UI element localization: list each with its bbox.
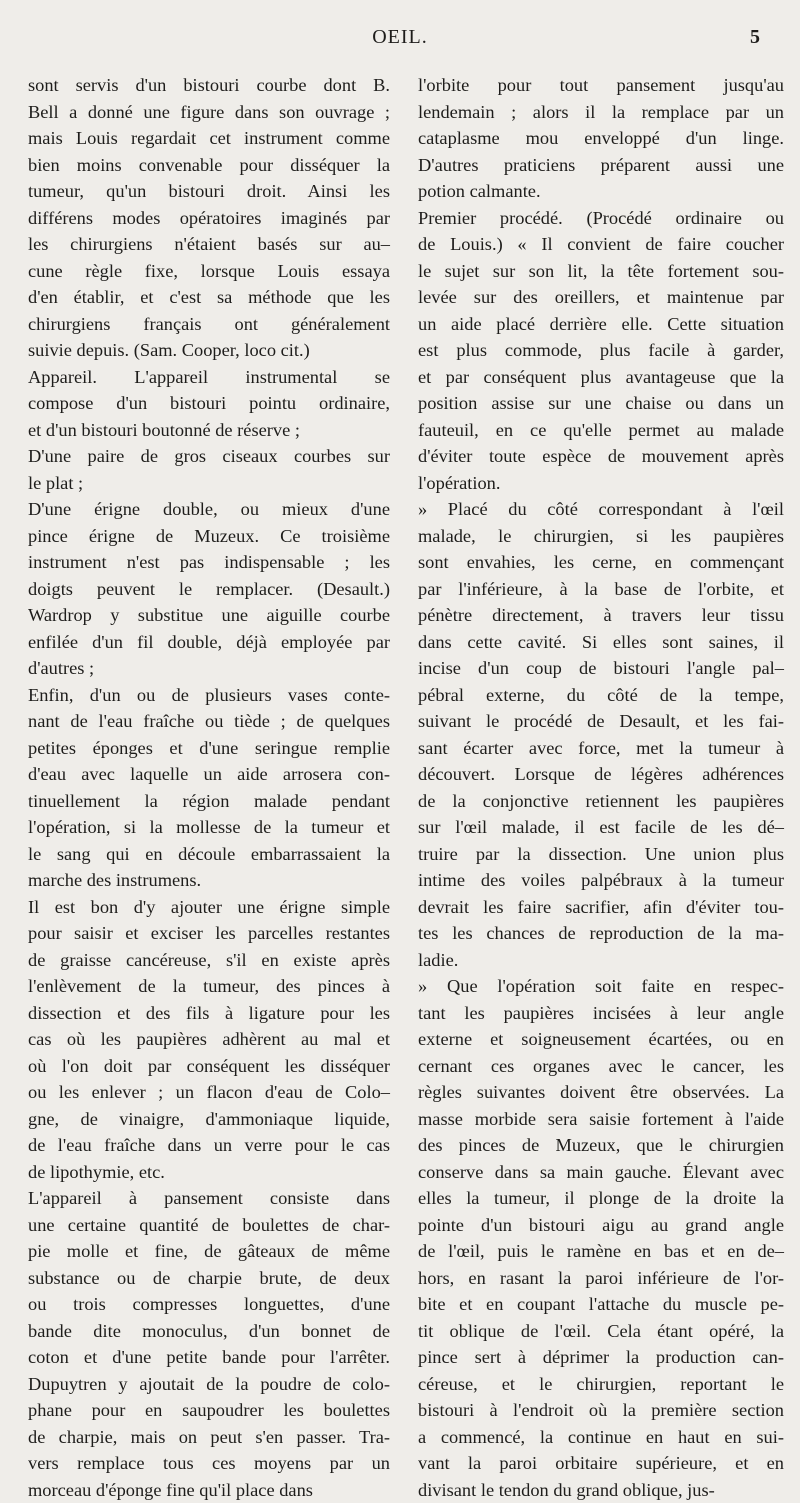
text-line: pince sert à déprimer la production can- [418, 1344, 784, 1371]
text-line: marche des instrumens. [28, 867, 390, 894]
text-line: suivant le procédé de Desault, et les fai- [418, 708, 784, 735]
text-line: gne, de vinaigre, d'ammoniaque liquide, [28, 1106, 390, 1133]
text-line: pour saisir et exciser les parcelles restantes [28, 920, 390, 947]
text-line: des pinces de Muzeux, que le chirurgien [418, 1132, 784, 1159]
text-line: nant de l'eau fraîche ou tiède ; de quelques [28, 708, 390, 735]
text-line: l'orbite pour tout pansement jusqu'au [418, 72, 784, 99]
text-line: le plat ; [28, 470, 390, 497]
column-gutter [402, 72, 403, 1252]
text-line: substance ou de charpie brute, de deux [28, 1265, 390, 1292]
text-line: pébral externe, du côté de la tempe, [418, 682, 784, 709]
text-line: l'opération. [418, 470, 784, 497]
text-line: » Que l'opération soit faite en respec- [418, 973, 784, 1000]
text-line: a commencé, la continue en haut en sui- [418, 1424, 784, 1451]
text-line: de graisse cancéreuse, s'il en existe après [28, 947, 390, 974]
text-line: elles la tumeur, il plonge de la droite la [418, 1185, 784, 1212]
text-line: d'en établir, et c'est sa méthode que les [28, 284, 390, 311]
text-line: ou trois compresses longuettes, d'une [28, 1291, 390, 1318]
text-line: le sujet sur son lit, la tête fortement sou- [418, 258, 784, 285]
text-line: sur l'œil malade, il est facile de les dé– [418, 814, 784, 841]
text-line: ou les enlever ; un flacon d'eau de Colo– [28, 1079, 390, 1106]
text-line: Appareil. L'appareil instrumental se [28, 364, 390, 391]
text-line: pie molle et fine, de gâteaux de même [28, 1238, 390, 1265]
text-line: tes les chances de reproduction de la ma- [418, 920, 784, 947]
text-line: compose d'un bistouri pointu ordinaire, [28, 390, 390, 417]
page-number: 5 [750, 26, 760, 49]
left-text-column [28, 72, 390, 1503]
text-line: externe et soigneusement écartées, ou en [418, 1026, 784, 1053]
text-line: découvert. Lorsque de légères adhérences [418, 761, 784, 788]
text-line: d'éviter toute espèce de mouvement après [418, 443, 784, 470]
text-line: cas où les paupières adhèrent au mal et [28, 1026, 390, 1053]
text-line: masse morbide sera saisie fortement à l'aide [418, 1106, 784, 1133]
text-line: Dupuytren y ajoutait de la poudre de colo- [28, 1371, 390, 1398]
text-line: une certaine quantité de boulettes de char- [28, 1212, 390, 1239]
text-line: doigts peuvent le remplacer. (Desault.) [28, 576, 390, 603]
text-line: sont servis d'un bistouri courbe dont B. [28, 72, 390, 99]
text-line: par l'inférieure, à la base de l'orbite, et [418, 576, 784, 603]
text-line: lendemain ; alors il la remplace par un [418, 99, 784, 126]
text-line: règles suivantes doivent être observées. La [418, 1079, 784, 1106]
text-line: petites éponges et d'une seringue remplie [28, 735, 390, 762]
text-line: dissection et des fils à ligature pour les [28, 1000, 390, 1027]
text-line: D'autres praticiens préparent aussi une [418, 152, 784, 179]
text-line: bite et en coupant l'attache du muscle pe- [418, 1291, 784, 1318]
text-line: de charpie, mais on peut s'en passer. Tra- [28, 1424, 390, 1451]
text-line: pénètre directement, à travers leur tissu [418, 602, 784, 629]
text-line: pince érigne de Muzeux. Ce troisième [28, 523, 390, 550]
text-line: D'une érigne double, ou mieux d'une [28, 496, 390, 523]
text-line: l'opération, si la mollesse de la tumeur et [28, 814, 390, 841]
text-line: instrument n'est pas indispensable ; les [28, 549, 390, 576]
text-line: est plus commode, plus facile à garder, [418, 337, 784, 364]
text-line: Wardrop y substitue une aiguille courbe [28, 602, 390, 629]
text-line: sont envahies, les cerne, en commençant [418, 549, 784, 576]
text-line: conserve dans sa main gauche. Élevant avec [418, 1159, 784, 1186]
page-header [0, 22, 800, 62]
text-line: et par conséquent plus avantageuse que la [418, 364, 784, 391]
text-line: truire par la dissection. Une union plus [418, 841, 784, 868]
text-line: l'enlèvement de la tumeur, des pinces à [28, 973, 390, 1000]
text-line: d'eau avec laquelle un aide arrosera con- [28, 761, 390, 788]
text-line: hors, en rasant la paroi inférieure de l'or- [418, 1265, 784, 1292]
text-line: position assise sur une chaise ou dans un [418, 390, 784, 417]
text-line: devrait les faire sacrifier, afin d'éviter tou- [418, 894, 784, 921]
text-line: d'autres ; [28, 655, 390, 682]
text-line: Enfin, d'un ou de plusieurs vases conte- [28, 682, 390, 709]
text-line: dans cette cavité. Si elles sont saines, il [418, 629, 784, 656]
text-line: Il est bon d'y ajouter une érigne simple [28, 894, 390, 921]
text-line: de l'œil, puis le ramène en bas et en de– [418, 1238, 784, 1265]
text-line: bistouri à l'endroit où la première section [418, 1397, 784, 1424]
text-line: tant les paupières incisées à leur angle [418, 1000, 784, 1027]
text-line: cernant ces organes avec le cancer, les [418, 1053, 784, 1080]
text-line: incise d'un coup de bistouri l'angle pal– [418, 655, 784, 682]
text-line: de l'eau fraîche dans un verre pour le cas [28, 1132, 390, 1159]
text-line: de la conjonctive retiennent les paupières [418, 788, 784, 815]
text-line: D'une paire de gros ciseaux courbes sur [28, 443, 390, 470]
text-line: intime des voiles palpébraux à la tumeur [418, 867, 784, 894]
text-line: pointe d'un bistouri aigu au grand angle [418, 1212, 784, 1239]
text-line: Bell a donné une figure dans son ouvrage ; [28, 99, 390, 126]
text-line: » Placé du côté correspondant à l'œil [418, 496, 784, 523]
text-line: ladie. [418, 947, 784, 974]
text-line: tit oblique de l'œil. Cela étant opéré, la [418, 1318, 784, 1345]
text-line: le sang qui en découle embarrassaient la [28, 841, 390, 868]
text-line: un aide placé derrière elle. Cette situation [418, 311, 784, 338]
text-line: levée sur des oreillers, et maintenue par [418, 284, 784, 311]
text-line: bande dite monoculus, d'un bonnet de [28, 1318, 390, 1345]
text-line: tumeur, qu'un bistouri droit. Ainsi les [28, 178, 390, 205]
text-line: phane pour en saupoudrer les boulettes [28, 1397, 390, 1424]
text-line: où l'on doit par conséquent les disséquer [28, 1053, 390, 1080]
text-line: potion calmante. [418, 178, 784, 205]
text-line: divisant le tendon du grand oblique, jus- [418, 1477, 784, 1503]
text-line: coton et d'une petite bande pour l'arrêter. [28, 1344, 390, 1371]
text-line: cataplasme mou enveloppé d'un linge. [418, 125, 784, 152]
text-line: mais Louis regardait cet instrument comme [28, 125, 390, 152]
text-line: cune règle fixe, lorsque Louis essaya [28, 258, 390, 285]
text-line: vant la paroi orbitaire supérieure, et en [418, 1450, 784, 1477]
text-line: L'appareil à pansement consiste dans [28, 1185, 390, 1212]
text-line: de Louis.) « Il convient de faire coucher [418, 231, 784, 258]
text-line: suivie depuis. (Sam. Cooper, loco cit.) [28, 337, 390, 364]
text-line: malade, le chirurgien, si les paupières [418, 523, 784, 550]
text-line: morceau d'éponge fine qu'il place dans [28, 1477, 390, 1503]
text-line: enfilée d'un fil double, déjà employée par [28, 629, 390, 656]
text-line: céreuse, et le chirurgien, reportant le [418, 1371, 784, 1398]
text-line: différens modes opératoires imaginés par [28, 205, 390, 232]
text-line: chirurgiens français ont généralement [28, 311, 390, 338]
text-line: de lipothymie, etc. [28, 1159, 390, 1186]
right-text-column [418, 72, 784, 1503]
text-line: fauteuil, en ce qu'elle permet au malade [418, 417, 784, 444]
text-line: vers remplace tous ces moyens par un [28, 1450, 390, 1477]
text-line: Premier procédé. (Procédé ordinaire ou [418, 205, 784, 232]
text-line: et d'un bistouri boutonné de réserve ; [28, 417, 390, 444]
text-line: les chirurgiens n'étaient basés sur au– [28, 231, 390, 258]
text-line: bien moins convenable pour disséquer la [28, 152, 390, 179]
running-title: OEIL. [0, 26, 800, 49]
text-line: tinuellement la région malade pendant [28, 788, 390, 815]
text-line: sant écarter avec force, met la tumeur à [418, 735, 784, 762]
